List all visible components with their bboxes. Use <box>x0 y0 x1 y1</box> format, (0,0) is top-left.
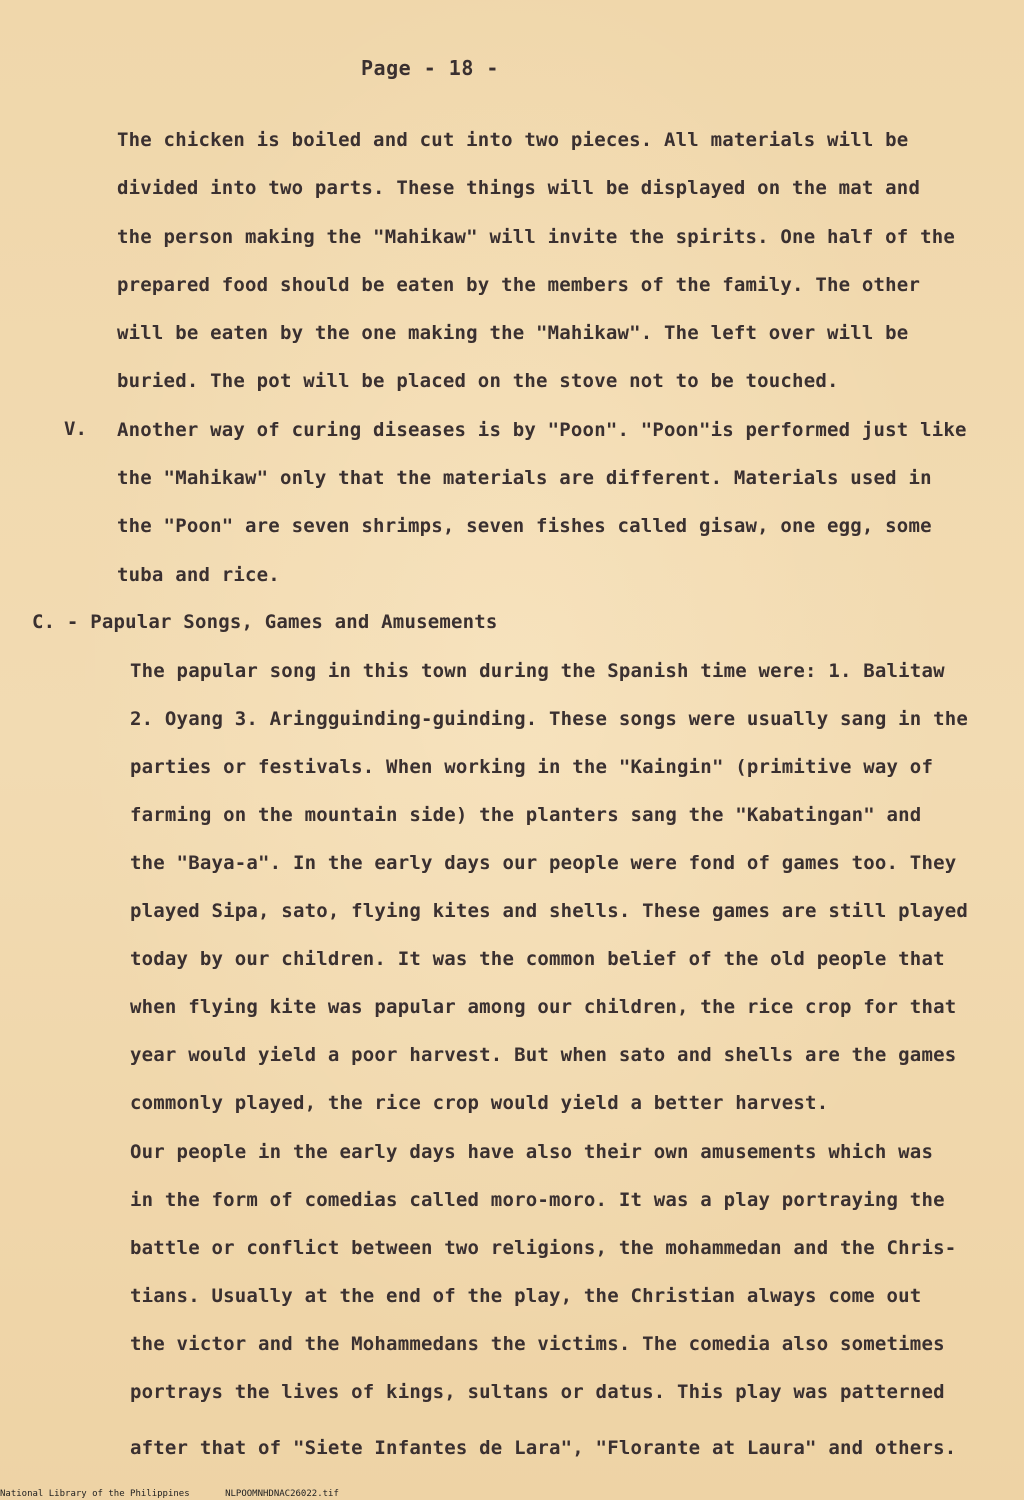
text-line: parties or festivals. When working in the "Kaingin" (primitive way of <box>130 756 934 778</box>
text-line: played Sipa, sato, flying kites and shells. These games are still played <box>130 900 969 922</box>
text-line: commonly played, the rice crop would yield a better harvest. <box>130 1092 829 1114</box>
text-line: the "Baya-a". In the early days our people were fond of games too. They <box>130 852 957 874</box>
text-line: the "Mahikaw" only that the materials are different. Materials used in <box>117 467 932 489</box>
text-line: year would yield a poor harvest. But when sato and shells are the games <box>130 1044 957 1066</box>
page-number: Page - 18 - <box>361 56 499 80</box>
text-line: the person making the "Mahikaw" will invite the spirits. One half of the <box>117 226 956 248</box>
text-line: in the form of comedias called moro-moro. It was a play portraying the <box>130 1189 945 1211</box>
text-line: portrays the lives of kings, sultans or datus. This play was patterned <box>130 1381 945 1403</box>
text-line: after that of "Siete Infantes de Lara", "Florante at Laura" and others. <box>130 1437 957 1459</box>
text-line: farming on the mountain side) the planters sang the "Kabatingan" and <box>130 804 922 826</box>
text-line: divided into two parts. These things will be displayed on the mat and <box>117 177 921 199</box>
footer-file: NLPOOMNHDNAC26022.tif <box>225 1489 339 1499</box>
text-line: The papular song in this town during the Spanish time were: 1. Balitaw <box>130 660 945 682</box>
text-line: prepared food should be eaten by the members of the family. The other <box>117 274 921 296</box>
text-line: the victor and the Mohammedans the victims. The comedia also sometimes <box>130 1333 945 1355</box>
text-line: buried. The pot will be placed on the stove not to be touched. <box>117 370 839 392</box>
text-line: The chicken is boiled and cut into two pieces. All materials will be <box>117 129 909 151</box>
text-line: the "Poon" are seven shrimps, seven fishes called gisaw, one egg, some <box>117 515 932 537</box>
text-line: today by our children. It was the common belief of the old people that <box>130 948 945 970</box>
footer-library: National Library of the Philippines <box>0 1489 190 1499</box>
item-marker: V. <box>64 418 87 440</box>
text-line: tians. Usually at the end of the play, the Christian always come out <box>130 1285 922 1307</box>
scan-footer <box>0 1488 369 1500</box>
section-c-heading: C. - Papular Songs, Games and Amusements <box>32 611 498 633</box>
text-line: 2. Oyang 3. Aringguinding-guinding. These songs were usually sang in the <box>130 708 969 730</box>
text-line: Our people in the early days have also their own amusements which was <box>130 1141 934 1163</box>
text-line: will be eaten by the one making the "Mahikaw". The left over will be <box>117 322 909 344</box>
text-line: when flying kite was papular among our children, the rice crop for that <box>130 996 957 1018</box>
text-line: Another way of curing diseases is by "Poon". "Poon"is performed just like <box>117 419 967 441</box>
text-line: tuba and rice. <box>117 564 280 586</box>
text-line: battle or conflict between two religions, the mohammedan and the Chris- <box>130 1237 957 1259</box>
